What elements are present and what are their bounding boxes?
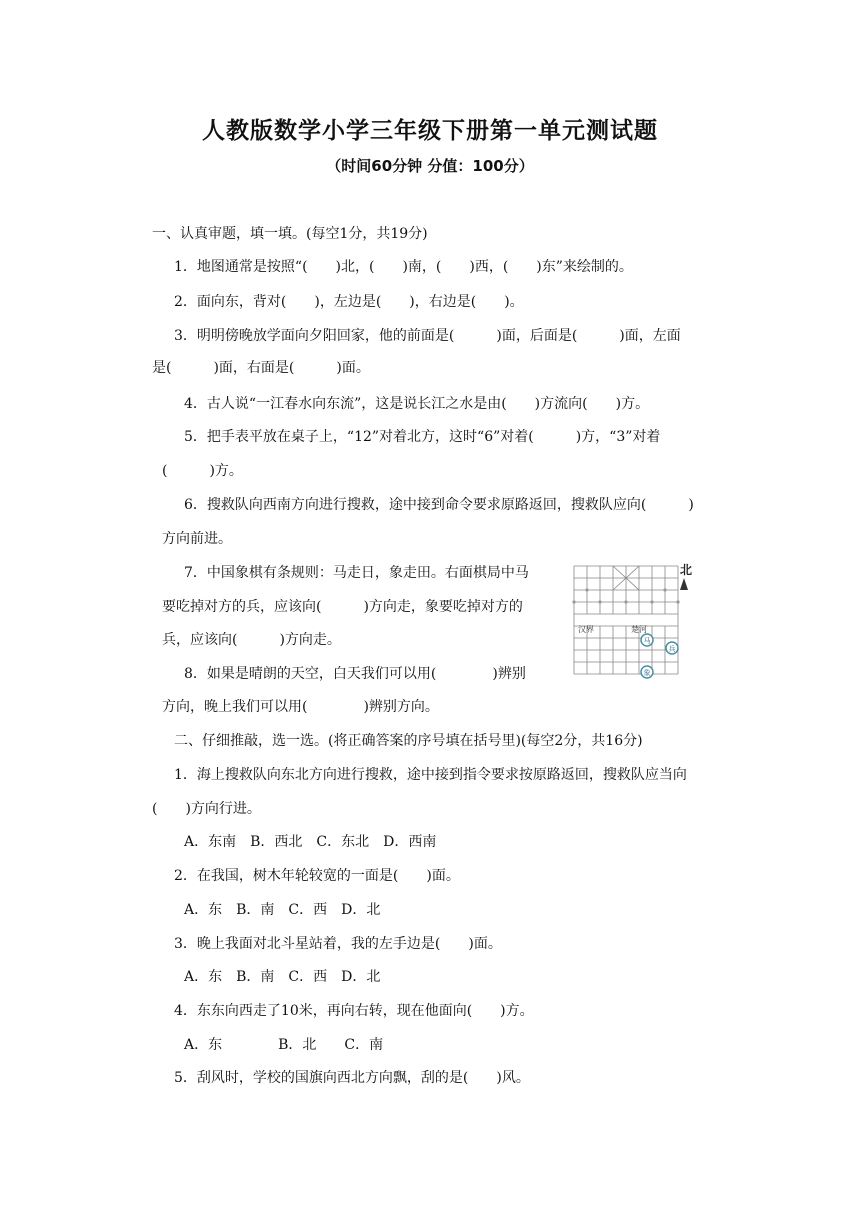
piece-elephant-label: 象	[643, 669, 651, 677]
s1-q1: 1．地图通常是按照“( )北，( )南，( )西，( )东”来绘制的。	[174, 259, 633, 275]
board-position-mark	[572, 600, 575, 603]
s1-q6-line2: 方向前进。	[162, 531, 232, 547]
s2-q1-options: A．东南 B．西北 C．东北 D．西南	[184, 834, 437, 850]
s2-q2: 2．在我国，树木年轮较宽的一面是( )面。	[174, 868, 460, 884]
chess-board-figure	[570, 562, 698, 680]
piece-horse-label: 马	[643, 637, 651, 645]
s1-q6-line1: 6．搜救队向西南方向进行搜救，途中接到命令要求原路返回，搜救队应向( )	[184, 497, 694, 513]
board-position-mark	[676, 600, 679, 603]
s2-q2-options: A．东 B．南 C．西 D．北	[184, 902, 381, 918]
s1-q5-line2: ( )方。	[162, 463, 243, 479]
page-subtitle: （时间60分钟 分值：100分）	[326, 157, 534, 175]
s2-q1-line1: 1．海上搜救队向东北方向进行搜救，途中接到指令要求按原路返回，搜救队应当向	[174, 767, 687, 783]
piece-elephant	[641, 666, 653, 678]
s1-q5-line1: 5．把手表平放在桌子上，“12”对着北方，这时“6”对着( )方，“3”对着	[184, 429, 661, 445]
s1-q7-line2: 要吃掉对方的兵，应该向( )方向走，象要吃掉对方的	[162, 599, 523, 615]
s1-q4: 4．古人说“一江春水向东流”，这是说长江之水是由( )方流向( )方。	[184, 396, 650, 412]
river-right-label: 汉界	[578, 625, 594, 634]
s2-q5: 5．刮风时，学校的国旗向西北方向飘，刮的是( )风。	[174, 1070, 530, 1086]
piece-soldier	[666, 642, 678, 654]
board-position-mark	[624, 600, 627, 603]
board-position-mark	[650, 600, 653, 603]
page-title: 人教版数学小学三年级下册第一单元测试题	[202, 118, 658, 144]
north-arrow-icon	[680, 578, 688, 590]
s1-q8-line2: 方向，晚上我们可以用( )辨别方向。	[162, 699, 439, 715]
section1-heading: 一、认真审题，填一填。(每空1分，共19分)	[152, 226, 428, 242]
river-left-label: 楚河	[631, 625, 647, 634]
s1-q3-line1: 3．明明傍晚放学面向夕阳回家，他的前面是( )面，后面是( )面，左面	[174, 328, 681, 344]
piece-horse	[641, 634, 653, 646]
piece-soldier-label: 兵	[668, 645, 676, 653]
s1-q3-line2: 是( )面，右面是( )面。	[152, 360, 370, 376]
board-position-mark	[585, 588, 588, 591]
s2-q4-options: A．东 B．北 C．南	[184, 1037, 384, 1053]
s1-q2: 2．面向东，背对( )，左边是( )，右边是( )。	[174, 294, 524, 310]
board-position-mark	[663, 588, 666, 591]
s1-q7-line3: 兵，应该向( )方向走。	[162, 632, 341, 648]
s2-q1-line2: ( )方向行进。	[152, 801, 261, 817]
s1-q7-line1: 7．中国象棋有条规则：马走日，象走田。右面棋局中马	[184, 565, 529, 581]
s1-q8-line1: 8．如果是晴朗的天空，白天我们可以用( )辨别	[184, 666, 526, 682]
board-grid	[572, 566, 679, 674]
s2-q4: 4．东东向西走了10米，再向右转，现在他面向( )方。	[174, 1003, 534, 1019]
north-label: 北	[680, 563, 693, 577]
section2-heading: 二、仔细推敲，选一选。(将正确答案的序号填在括号里)(每空2分，共16分)	[174, 733, 643, 749]
board-position-mark	[598, 600, 601, 603]
s2-q3: 3．晚上我面对北斗星站着，我的左手边是( )面。	[174, 936, 502, 952]
s2-q3-options: A．东 B．南 C．西 D．北	[184, 969, 381, 985]
